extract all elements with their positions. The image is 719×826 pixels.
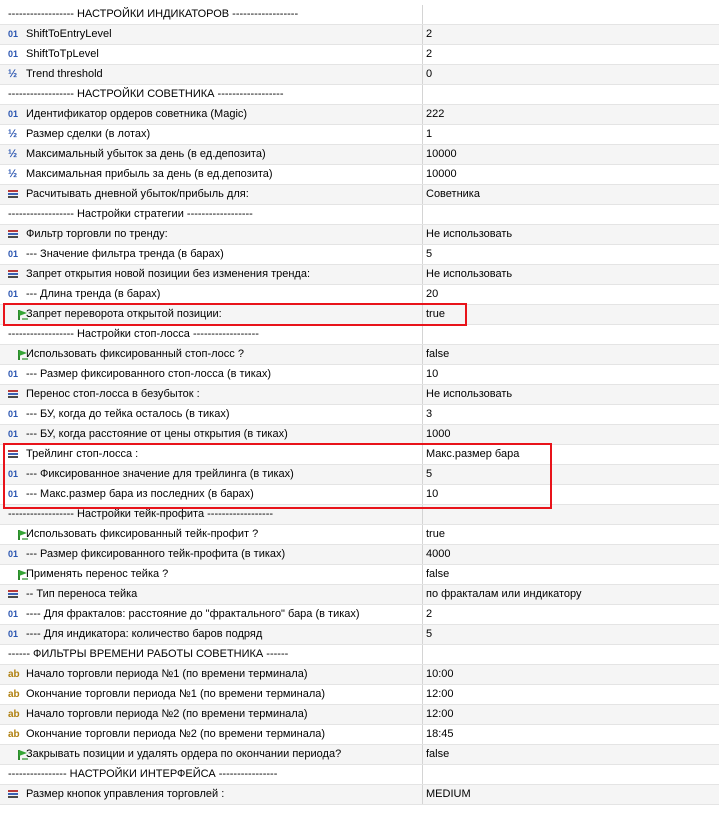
param-value[interactable]: Советника (426, 188, 480, 200)
integer-type-icon: 01 (8, 609, 19, 619)
param-name (0, 85, 423, 104)
param-value[interactable]: 1 (426, 128, 433, 140)
param-value[interactable]: Не использовать (426, 388, 513, 400)
param-row[interactable] (0, 705, 719, 725)
string-type-icon: ab (8, 729, 20, 740)
param-row[interactable] (0, 345, 719, 365)
double-type-icon: ½ (8, 68, 18, 80)
integer-type-icon: 01 (8, 409, 19, 419)
param-row[interactable] (0, 125, 719, 145)
param-value[interactable]: 20 (426, 288, 439, 300)
param-value[interactable]: 10000 (426, 168, 457, 180)
param-value[interactable]: true (426, 528, 445, 540)
param-value[interactable]: по фракталам или индикатору (426, 588, 582, 600)
integer-type-icon: 01 (8, 29, 19, 39)
param-name (0, 105, 423, 124)
param-name (0, 465, 423, 484)
integer-type-icon: 01 (8, 369, 19, 379)
param-row[interactable] (0, 445, 719, 465)
param-name (0, 545, 423, 564)
param-label: Использовать фиксированный стоп-лосс ? (26, 348, 244, 360)
param-value[interactable] (426, 5, 719, 24)
param-label: Трейлинг стоп-лосса : (26, 448, 139, 460)
param-row[interactable] (0, 145, 719, 165)
param-name (0, 585, 423, 604)
param-name (0, 785, 423, 804)
param-row[interactable] (0, 25, 719, 45)
param-row[interactable] (0, 425, 719, 445)
param-label: --- Размер фиксированного стоп-лосса (в тиках) (26, 368, 272, 380)
param-name (0, 425, 423, 444)
param-name (0, 125, 423, 144)
param-label: Запрет переворота открытой позиции: (26, 308, 222, 320)
param-label: Расчитывать дневной убыток/прибыль для: (26, 188, 249, 200)
param-row[interactable] (0, 785, 719, 805)
param-name (0, 285, 423, 304)
param-name (0, 145, 423, 164)
param-row[interactable] (0, 665, 719, 685)
param-label: ---------------- НАСТРОЙКИ ИНТЕРФЕЙСА ---------------- (8, 768, 278, 780)
param-row[interactable] (0, 745, 719, 765)
param-name (0, 525, 423, 544)
param-name (0, 365, 423, 384)
param-label: Максимальный убыток за день (в ед.депозита) (26, 148, 266, 160)
double-type-icon: ½ (8, 168, 18, 180)
integer-type-icon: 01 (8, 49, 19, 59)
param-value[interactable]: false (426, 748, 450, 760)
param-value[interactable]: Не использовать (426, 228, 513, 240)
param-value[interactable] (426, 205, 719, 224)
param-name (0, 765, 423, 784)
param-value[interactable]: 5 (426, 248, 433, 260)
param-label: --- Значение фильтра тренда (в барах) (26, 248, 224, 260)
param-label: --- Длина тренда (в барах) (26, 288, 161, 300)
param-value[interactable]: Не использовать (426, 268, 513, 280)
param-row[interactable] (0, 565, 719, 585)
param-value[interactable]: 12:00 (426, 688, 454, 700)
param-value[interactable] (426, 645, 719, 664)
param-row[interactable] (0, 645, 719, 665)
param-row[interactable] (0, 605, 719, 625)
param-row[interactable] (0, 505, 719, 525)
integer-type-icon: 01 (8, 109, 19, 119)
param-name (0, 45, 423, 64)
param-value[interactable]: 222 (426, 108, 445, 120)
bool-flag-icon (8, 565, 24, 584)
param-value[interactable]: 2 (426, 28, 433, 40)
param-label: Применять перенос тейка ? (26, 568, 169, 580)
param-value[interactable]: 5 (426, 468, 433, 480)
param-row[interactable] (0, 765, 719, 785)
param-row[interactable] (0, 285, 719, 305)
param-row[interactable] (0, 185, 719, 205)
param-name (0, 725, 423, 744)
param-row[interactable] (0, 525, 719, 545)
param-name (0, 405, 423, 424)
param-label: Запрет открытия новой позиции без изменения тренда: (26, 268, 311, 280)
param-value[interactable]: 12:00 (426, 708, 454, 720)
param-name (0, 625, 423, 644)
double-type-icon: ½ (8, 128, 18, 140)
param-value[interactable]: false (426, 568, 450, 580)
param-row[interactable] (0, 405, 719, 425)
param-label: Окончание торговли периода №2 (по времени терминала) (26, 728, 326, 740)
param-row[interactable] (0, 105, 719, 125)
enum-list-icon (8, 445, 24, 464)
integer-type-icon: 01 (8, 249, 19, 259)
param-name (0, 325, 423, 344)
param-label: --- Макс.размер бара из последних (в барах) (26, 488, 254, 500)
param-name (0, 225, 423, 244)
param-row[interactable] (0, 465, 719, 485)
param-name (0, 305, 423, 324)
param-value[interactable]: 0 (426, 68, 433, 80)
inputs-grid (0, 5, 719, 805)
integer-type-icon: 01 (8, 549, 19, 559)
bool-flag-icon (8, 305, 24, 324)
param-value[interactable]: 10000 (426, 148, 457, 160)
param-row[interactable] (0, 265, 719, 285)
enum-list-icon (8, 265, 24, 284)
param-label: ---- Для фракталов: расстояние до "фрактального" бара (в тиках) (26, 608, 360, 620)
param-value[interactable]: 10:00 (426, 668, 454, 680)
param-row[interactable] (0, 205, 719, 225)
param-value[interactable]: false (426, 348, 450, 360)
param-row[interactable] (0, 625, 719, 645)
param-label: Размер кнопок управления торговлей : (26, 788, 225, 800)
param-label: Использовать фиксированный тейк-профит ? (26, 528, 259, 540)
param-label: Идентификатор ордеров советника (Magic) (26, 108, 248, 120)
param-label: --- БУ, когда расстояние от цены открытия (в тиках) (26, 428, 288, 440)
param-row[interactable] (0, 325, 719, 345)
param-row[interactable] (0, 385, 719, 405)
integer-type-icon: 01 (8, 629, 19, 639)
param-label: Начало торговли периода №1 (по времени терминала) (26, 668, 308, 680)
string-type-icon: ab (8, 709, 20, 720)
param-name (0, 265, 423, 284)
param-value[interactable] (426, 765, 719, 784)
param-name (0, 65, 423, 84)
param-value[interactable]: 10 (426, 488, 439, 500)
param-value[interactable]: 10 (426, 368, 439, 380)
enum-list-icon (8, 225, 24, 244)
param-row[interactable] (0, 365, 719, 385)
param-value[interactable]: 3 (426, 408, 433, 420)
param-name (0, 565, 423, 584)
param-row[interactable] (0, 85, 719, 105)
enum-list-icon (8, 185, 24, 204)
param-name (0, 5, 423, 24)
param-name (0, 185, 423, 204)
param-row[interactable] (0, 685, 719, 705)
integer-type-icon: 01 (8, 429, 19, 439)
param-label: --- БУ, когда до тейка осталось (в тиках) (26, 408, 230, 420)
param-row[interactable] (0, 545, 719, 565)
param-row[interactable] (0, 225, 719, 245)
param-name (0, 485, 423, 504)
param-label: ---- Для индикатора: количество баров подряд (26, 628, 263, 640)
param-label: Trend threshold (26, 68, 103, 80)
param-value[interactable]: MEDIUM (426, 788, 471, 800)
param-value[interactable] (426, 505, 719, 524)
param-row[interactable] (0, 65, 719, 85)
param-value[interactable]: 2 (426, 48, 433, 60)
param-value[interactable]: Макс.размер бара (426, 448, 520, 460)
string-type-icon: ab (8, 669, 20, 680)
param-name (0, 505, 423, 524)
param-name (0, 385, 423, 404)
param-label: ShiftToEntryLevel (26, 28, 112, 40)
param-name (0, 25, 423, 44)
param-name (0, 705, 423, 724)
param-label: ------ ФИЛЬТРЫ ВРЕМЕНИ РАБОТЫ СОВЕТНИКА ------ (8, 648, 289, 660)
param-label: ------------------ Настройки тейк-профита ------------------ (8, 508, 274, 520)
param-value[interactable]: 5 (426, 628, 433, 640)
param-label: ------------------ НАСТРОЙКИ ИНДИКАТОРОВ ------------------ (8, 8, 299, 20)
param-row[interactable] (0, 485, 719, 505)
param-label: --- Размер фиксированного тейк-профита (в тиках) (26, 548, 286, 560)
param-value[interactable]: 1000 (426, 428, 451, 440)
param-value[interactable]: 4000 (426, 548, 451, 560)
string-type-icon: ab (8, 689, 20, 700)
double-type-icon: ½ (8, 148, 18, 160)
param-label: Фильтр торговли по тренду: (26, 228, 168, 240)
param-value[interactable]: 2 (426, 608, 433, 620)
param-label: ------------------ Настройки стоп-лосса ------------------ (8, 328, 259, 340)
enum-list-icon (8, 785, 24, 804)
param-label: ------------------ Настройки стратегии ------------------ (8, 208, 253, 220)
bool-flag-icon (8, 525, 24, 544)
bool-flag-icon (8, 345, 24, 364)
param-name (0, 665, 423, 684)
param-label: Размер сделки (в лотах) (26, 128, 151, 140)
param-label: -- Тип переноса тейка (26, 588, 138, 600)
integer-type-icon: 01 (8, 289, 19, 299)
param-value[interactable]: true (426, 308, 445, 320)
param-name (0, 605, 423, 624)
integer-type-icon: 01 (8, 489, 19, 499)
param-label: --- Фиксированное значение для трейлинга (в тиках) (26, 468, 294, 480)
param-name (0, 745, 423, 764)
param-label: Окончание торговли периода №1 (по времени терминала) (26, 688, 326, 700)
param-value[interactable]: 18:45 (426, 728, 454, 740)
param-row[interactable] (0, 725, 719, 745)
param-label: Перенос стоп-лосса в безубыток : (26, 388, 200, 400)
param-row[interactable] (0, 245, 719, 265)
param-value[interactable] (426, 325, 719, 344)
param-label: ------------------ НАСТРОЙКИ СОВЕТНИКА ------------------ (8, 88, 284, 100)
param-value[interactable] (426, 85, 719, 104)
param-row[interactable] (0, 165, 719, 185)
enum-list-icon (8, 585, 24, 604)
enum-list-icon (8, 385, 24, 404)
param-name (0, 445, 423, 464)
param-label: Начало торговли периода №2 (по времени терминала) (26, 708, 308, 720)
param-name (0, 165, 423, 184)
param-name (0, 245, 423, 264)
param-row[interactable] (0, 5, 719, 25)
param-name (0, 205, 423, 224)
param-label: Закрывать позиции и удалять ордера по окончании периода? (26, 748, 342, 760)
param-name (0, 685, 423, 704)
param-row[interactable] (0, 305, 719, 325)
param-name (0, 345, 423, 364)
param-label: ShiftToTpLevel (26, 48, 99, 60)
bool-flag-icon (8, 745, 24, 764)
param-row[interactable] (0, 45, 719, 65)
param-name (0, 645, 423, 664)
param-label: Максимальная прибыль за день (в ед.депозита) (26, 168, 273, 180)
param-row[interactable] (0, 585, 719, 605)
integer-type-icon: 01 (8, 469, 19, 479)
